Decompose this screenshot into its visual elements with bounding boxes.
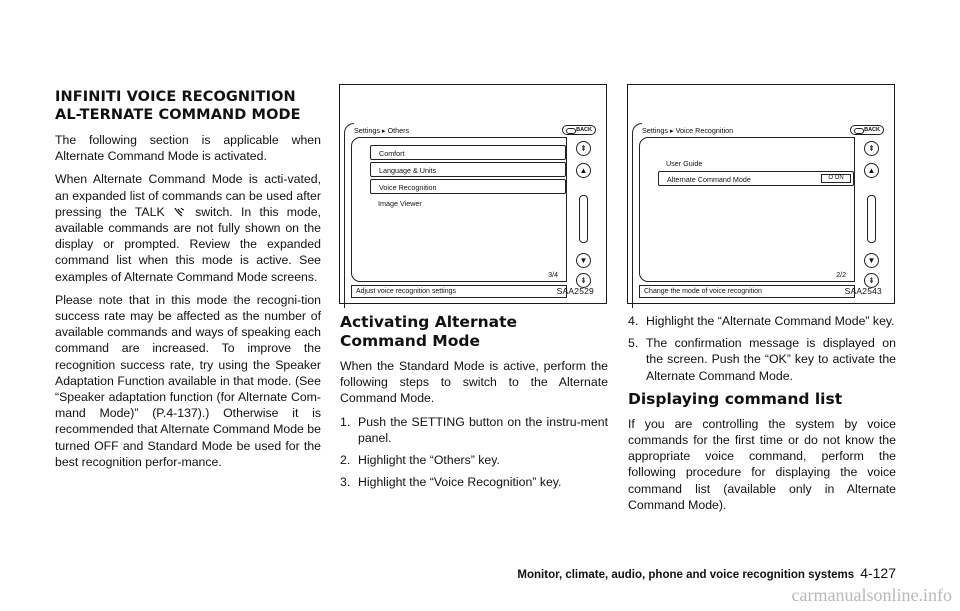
- page-footer: [517, 565, 896, 581]
- menu-item-voice-recognition: Voice Recognition: [370, 179, 566, 194]
- status-line: Change the mode of voice recognition: [639, 285, 855, 298]
- screen-figure-others: [339, 84, 607, 304]
- scroll-down-icon: ▼: [864, 253, 879, 268]
- scrollbar-icon: [867, 195, 876, 243]
- scroll-up-icon: ▲: [864, 163, 879, 178]
- page-down-icon: ⇟: [864, 273, 879, 288]
- paragraph-applicable: The following section is applicable when Alternate Command Mode is activated.: [55, 133, 321, 164]
- nav-screen: [348, 123, 600, 308]
- step-item: [340, 474, 608, 490]
- step-number: 5.: [628, 336, 639, 351]
- watermark: carmanualsonline.info: [791, 585, 952, 605]
- step-number: 1.: [340, 414, 351, 429]
- page-indicator: 3/4: [548, 272, 558, 279]
- step-text: Push the SETTING button on the instru-ment panel.: [358, 414, 608, 445]
- page-down-icon: ⇟: [576, 273, 591, 288]
- menu-item-image-viewer: Image Viewer: [378, 199, 422, 208]
- page-up-icon: ⇞: [576, 141, 591, 156]
- figure-caption: SAA2529: [556, 286, 594, 296]
- step-text: Highlight the “Alternate Command Mode” key.: [646, 314, 895, 328]
- paragraph-expanded-commands: [55, 171, 321, 284]
- scrollbar-icon: [579, 195, 588, 243]
- on-off-indicator: O ON: [821, 174, 851, 183]
- step-text: The confirmation message is displayed on the screen. Push the “OK” key to activate the Alternate Command Mode.: [646, 336, 896, 383]
- paragraph-command-list: If you are controlling the system by voice commands for the first time or do not know the appropriate voice command, perform the following procedure for displaying the voice command list (available only in Alternate Command Mode).: [628, 416, 896, 512]
- paragraph-expanded-commands-part2: switch. In this mode, available commands are not fully shown on the display or prompted. Review the expanded command list when this mode is active. See examples of Alternate Command Mode screens.: [55, 204, 321, 284]
- section-title: INFINITI VOICE RECOGNITION AL-TERNATE COMMAND MODE: [55, 89, 301, 123]
- step-item: [628, 335, 896, 384]
- subsection-title-activating: Activating Alternate Command Mode: [340, 313, 518, 350]
- back-button: BACK: [562, 125, 596, 135]
- steps-list: [628, 313, 896, 384]
- figure-caption: SAA2543: [844, 286, 882, 296]
- page-number: 4-127: [860, 565, 896, 581]
- menu-item-comfort: Comfort: [370, 145, 566, 160]
- menu-item-language-units: Language & Units: [370, 162, 566, 177]
- step-text: Highlight the “Others” key.: [358, 453, 500, 468]
- steps-list: [340, 414, 608, 491]
- middle-column: [340, 313, 608, 496]
- step-number: 3.: [340, 475, 351, 490]
- talk-switch-icon: [173, 206, 187, 218]
- scroll-controls: [570, 137, 598, 287]
- page-indicator: 2/2: [836, 272, 846, 279]
- step-item: [628, 313, 896, 329]
- step-text: Highlight the “Voice Recognition” key.: [358, 475, 562, 490]
- right-column: [628, 313, 896, 520]
- scroll-down-icon: ▼: [576, 253, 591, 268]
- step-number: 4.: [628, 314, 639, 328]
- nav-screen: [636, 123, 888, 308]
- footer-section: Monitor, climate, audio, phone and voice recognition systems: [517, 569, 855, 581]
- step-item: [340, 414, 608, 446]
- menu-item-alternate-command-mode: [658, 171, 854, 186]
- subsection-title-command-list: Displaying command list: [628, 389, 843, 408]
- page-up-icon: ⇞: [864, 141, 879, 156]
- menu-list: [351, 137, 567, 282]
- screen-figure-voice-recognition: [627, 84, 895, 304]
- step-item: [340, 452, 608, 468]
- step-number: 2.: [340, 453, 351, 468]
- left-column: [55, 88, 321, 477]
- menu-item-label: Alternate Command Mode: [667, 175, 751, 184]
- back-button: BACK: [850, 125, 884, 135]
- scroll-up-icon: ▲: [576, 163, 591, 178]
- paragraph-recognition-rate: Please note that in this mode the recogni-tion success rate may be affected as the number of available commands and ways of speaking each command are increased. To improve the recognition success rate, try using the Speaker Adaptation Function available in that mode. (See “Speaker adaptation function (for Alternate Com-mand Mode)” (P.4-137).) Otherwise it is recommended that Alternate Command Mode be turned OFF and Standard Mode be used for the best recognition perfor-mance.: [55, 292, 321, 469]
- status-line: Adjust voice recognition settings: [351, 285, 567, 298]
- screen-breadcrumb: Settings ▸ Others: [354, 126, 410, 135]
- paragraph-activating-intro: When the Standard Mode is active, perform the following steps to switch to the Alternate Command Mode.: [340, 359, 608, 406]
- paragraph-expanded-commands-part1: When Alternate Command Mode is acti-vated, an expanded list of commands can be used after pressing the TALK: [55, 172, 321, 219]
- scroll-controls: [858, 137, 886, 287]
- menu-list: [639, 137, 855, 282]
- screen-breadcrumb: Settings ▸ Voice Recognition: [642, 126, 734, 135]
- menu-item-user-guide: User Guide: [666, 159, 703, 168]
